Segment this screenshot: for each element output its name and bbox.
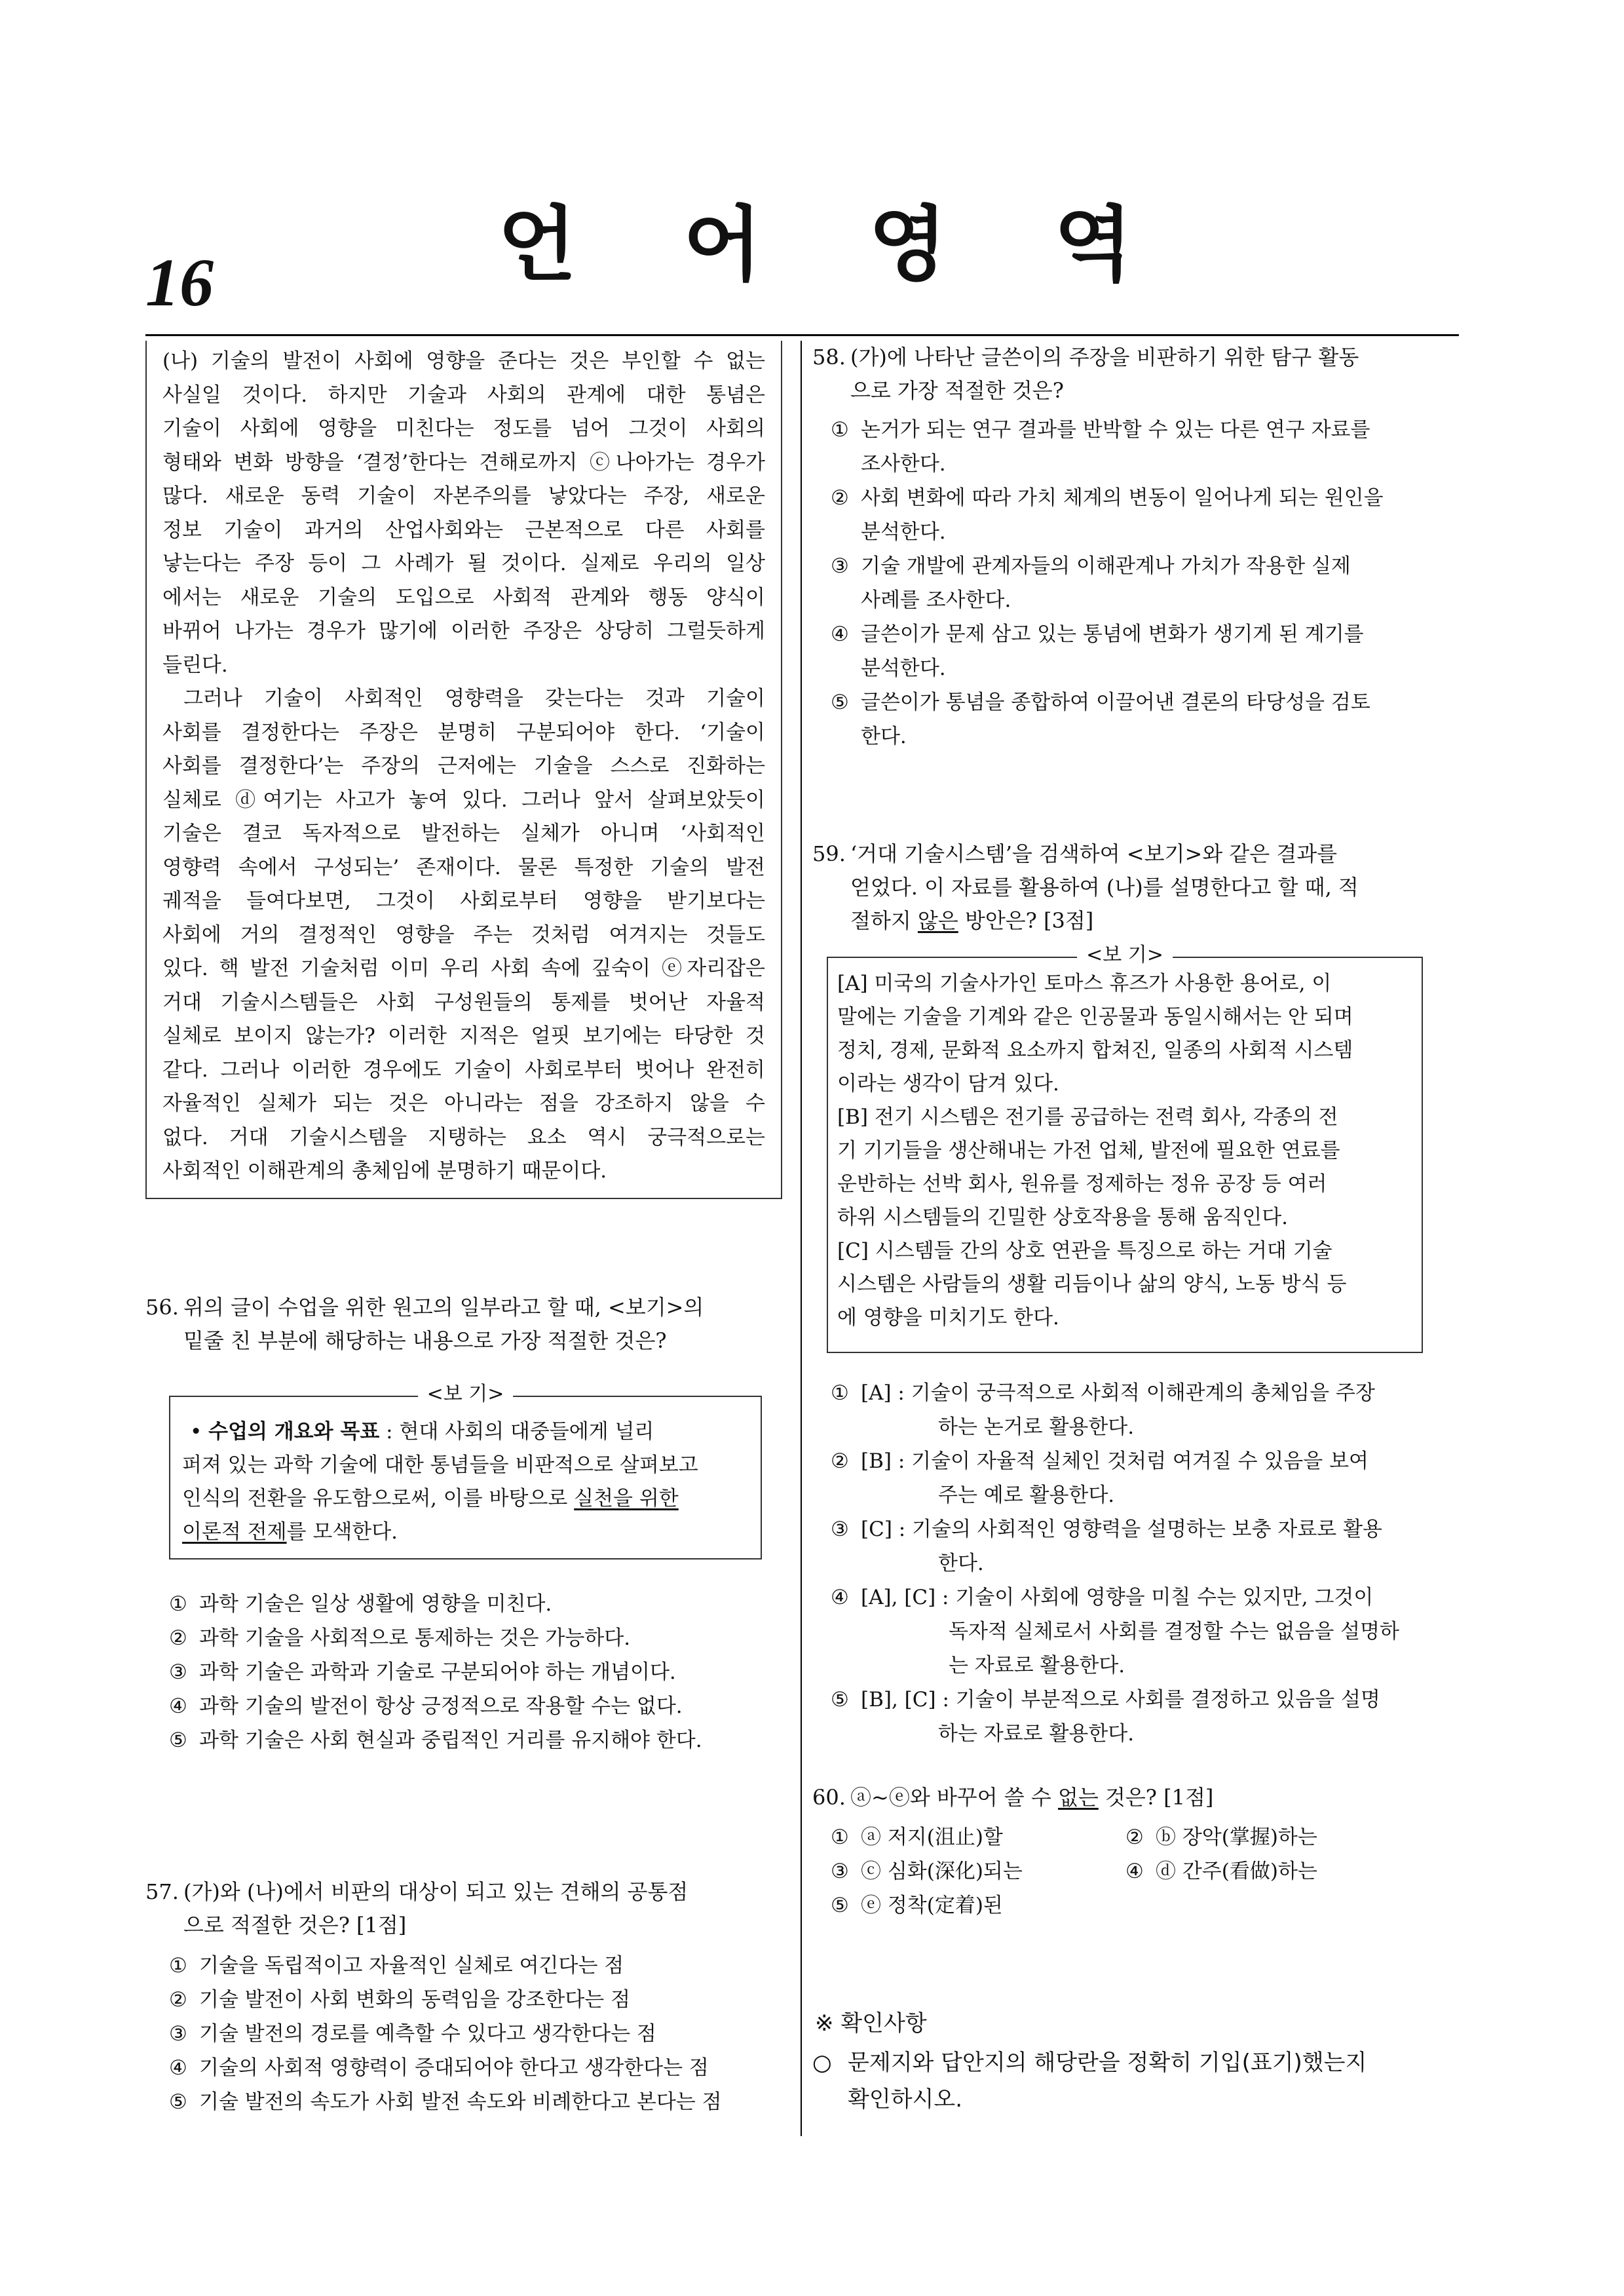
bogi-text: [C] 시스템들 간의 상호 연관을 특징으로 하는 거대 기술 (837, 1239, 1332, 1263)
option-mark: ③ (831, 1860, 849, 1883)
option-text: ⓑ 장악(掌握)하는 (1156, 1826, 1317, 1849)
option-text: 논거가 되는 연구 결과를 반박할 수 있는 다른 연구 자료를 (861, 418, 1370, 442)
option-text: 과학 기술은 과학과 기술로 구분되어야 하는 개념이다. (199, 1660, 676, 1684)
option-text: 기술 발전의 경로를 예측할 수 있다고 생각한다는 점 (199, 2022, 656, 2046)
passage-line: 사회적인 이해관계의 총체임에 분명하기 때문이다. (162, 1159, 607, 1183)
answer-option[interactable] (169, 1723, 785, 1757)
question-58 (812, 341, 1454, 408)
bogi-text: 기 기기들을 생산해내는 가전 업체, 발전에 필요한 연료를 (837, 1139, 1340, 1162)
answer-option[interactable] (169, 1689, 785, 1723)
option-mark: ① (831, 1381, 849, 1405)
option-text: 글쓴이가 문제 삼고 있는 통념에 변화가 생기게 된 계기를 (861, 622, 1364, 646)
option-mark: ② (169, 1988, 187, 2012)
question-stem: 방안은? [3점] (958, 908, 1094, 933)
question-stem: 것은? [1점] (1098, 1785, 1214, 1810)
option-mark: ⑤ (831, 1894, 849, 1917)
question-number: 57. (145, 1879, 179, 1904)
passage-line: 사실일 것이다. 하지만 기술과 사회의 관계에 대한 통념은 (162, 383, 765, 407)
question-59 (812, 837, 1454, 938)
option-text: 과학 기술을 사회적으로 통제하는 것은 가능하다. (199, 1626, 631, 1650)
option-mark: ⑤ (169, 2090, 187, 2114)
option-text: 독자적 실체로서 사회를 결정할 수는 없음을 설명하 (949, 1620, 1399, 1643)
option-mark: ① (169, 1954, 187, 1978)
bogi-text: 퍼져 있는 과학 기술에 대한 통념들을 비판적으로 살펴보고 (182, 1453, 698, 1477)
question-60 (812, 1781, 1454, 1814)
option-mark: ③ (831, 1518, 849, 1541)
answer-option[interactable] (169, 1655, 785, 1689)
notice-heading: ※ 확인사항 (815, 2010, 927, 2037)
passage-line: 에서는 새로운 기술의 도입으로 사회적 관계와 행동 양식이 (162, 585, 765, 609)
option-text: 글쓴이가 통념을 종합하여 이끌어낸 결론의 타당성을 검토 (861, 691, 1370, 714)
column-divider (801, 341, 802, 2136)
answer-option[interactable] (831, 413, 1456, 481)
option-mark: ③ (169, 2022, 187, 2046)
circle-bullet-icon: ○ (812, 2050, 832, 2076)
passage-line: 자율적인 실체가 되는 것은 아니라는 점을 강조하지 않을 수 (162, 1092, 765, 1115)
passage-line: 바뀌어 나가는 경우가 많기에 이러한 주장은 상당히 그럴듯하게 (162, 619, 765, 643)
bogi-text: : 현대 사회의 대중들에게 널리 (379, 1420, 654, 1444)
answer-option[interactable] (831, 1683, 1456, 1751)
question-stem: ‘거대 기술시스템’을 검색하여 <보기>와 같은 결과를 (850, 841, 1338, 866)
option-text: [B], [C] : 기술이 부분적으로 사회를 결정하고 있음을 설명 (861, 1688, 1380, 1712)
answer-option[interactable] (169, 1983, 785, 2017)
answer-option[interactable] (831, 1888, 1125, 1923)
answer-option[interactable] (169, 2085, 785, 2119)
passage-line: 궤적을 들여다보면, 그것이 사회로부터 영향을 받기보다는 (162, 889, 765, 913)
option-mark: ⑤ (831, 691, 849, 714)
question-number: 58. (812, 345, 846, 370)
option-text: 기술 발전이 사회 변화의 동력임을 강조한다는 점 (199, 1988, 631, 2012)
answer-option[interactable] (169, 2051, 785, 2085)
question-stem: ⓐ~ⓔ와 바꾸어 쓸 수 (850, 1785, 1058, 1810)
bogi-lead: 수업의 개요와 목표 (208, 1420, 380, 1444)
options-59 (831, 1376, 1456, 1751)
bogi-text: 하위 시스템들의 긴밀한 상호작용을 통해 움직인다. (837, 1206, 1288, 1229)
notice (812, 2005, 1454, 2118)
option-mark: ② (1125, 1826, 1144, 1849)
option-text: 한다. (861, 725, 907, 748)
answer-option[interactable] (1125, 1854, 1420, 1888)
question-stem: 위의 글이 수업을 위한 원고의 일부라고 할 때, <보기>의 (183, 1295, 704, 1320)
option-mark: ① (169, 1592, 187, 1616)
question-56 (145, 1291, 781, 1358)
option-mark: ④ (831, 1586, 849, 1609)
question-57 (145, 1875, 781, 1942)
options-56 (169, 1587, 785, 1757)
bogi-text: [A] 미국의 기술사가인 토마스 휴즈가 사용한 용어로, 이 (837, 972, 1332, 995)
notice-text: 확인하시오. (848, 2086, 963, 2113)
option-text: 조사한다. (861, 452, 946, 476)
passage-line: 있다. 핵 발전 기술처럼 이미 우리 사회 속에 깊숙이 ⓔ자리잡은 (162, 957, 765, 980)
question-stem: 절하지 (850, 908, 918, 933)
page-number: 16 (145, 245, 214, 320)
passage-line: 기술은 결코 독자적으로 발전하는 실체가 아니며 ‘사회적인 (162, 822, 765, 845)
answer-option[interactable] (831, 685, 1456, 754)
question-stem: (가)와 (나)에서 비판의 대상이 되고 있는 견해의 공통점 (183, 1879, 689, 1904)
question-number: 59. (812, 841, 846, 866)
options-58 (831, 413, 1456, 754)
option-text: 분석한다. (861, 520, 946, 544)
passage-line: 사회를 결정한다’는 주장의 근저에는 기술을 스스로 진화하는 (162, 754, 765, 778)
option-text: 기술을 독립적이고 자율적인 실체로 여긴다는 점 (199, 1954, 624, 1978)
option-text: ⓔ 정착(定着)된 (861, 1894, 1003, 1917)
passage-line: 정보 기술이 과거의 산업사회와는 근본적으로 다른 사회를 (162, 518, 765, 542)
bogi-text: 를 모색한다. (286, 1520, 398, 1544)
option-mark: ④ (831, 622, 849, 646)
passage-line: 사회에 거의 결정적인 영향을 주는 것처럼 여겨지는 것들도 (162, 923, 765, 947)
underlined-phrase: 이론적 전제 (182, 1520, 287, 1544)
bogi-title: <보 기> (1077, 942, 1173, 968)
answer-option[interactable] (831, 1512, 1456, 1580)
option-text: ⓓ 간주(看做)하는 (1156, 1860, 1317, 1883)
option-text: 기술 개발에 관계자들의 이해관계나 가치가 작용한 실제 (861, 554, 1351, 578)
title-rule (145, 334, 1459, 336)
passage-line: 거대 기술시스템들은 사회 구성원들의 통제를 벗어난 자율적 (162, 990, 765, 1014)
bogi-box-59 (827, 944, 1423, 1353)
answer-option[interactable] (169, 1587, 785, 1621)
bogi-text: 이라는 생각이 담겨 있다. (837, 1072, 1059, 1096)
notice-text: 문제지와 답안지의 해당란을 정확히 기입(표기)했는지 (848, 2050, 1367, 2076)
option-text: 한다. (938, 1552, 984, 1575)
passage-line: 많다. 새로운 동력 기술이 자본주의를 낳았다는 주장, 새로운 (162, 484, 765, 508)
option-text: 과학 기술은 일상 생활에 영향을 미친다. (199, 1592, 552, 1616)
option-text: 과학 기술의 발전이 항상 긍정적으로 작용할 수는 없다. (199, 1694, 683, 1718)
passage-line: 같다. 그러나 이러한 경우에도 기술이 사회로부터 벗어나 완전히 (162, 1058, 765, 1082)
option-mark: ② (831, 486, 849, 510)
answer-option[interactable] (831, 481, 1456, 549)
option-mark: ③ (169, 1660, 187, 1684)
option-text: 사례를 조사한다. (861, 588, 1011, 612)
page-title: 언 어 영 역 (498, 197, 1172, 292)
bogi-text: 말에는 기술을 기계와 같은 인공물과 동일시해서는 안 되며 (837, 1005, 1353, 1029)
option-text: 는 자료로 활용한다. (949, 1654, 1125, 1677)
option-mark: ① (831, 418, 849, 442)
passage-line: 들린다. (162, 653, 228, 677)
answer-option[interactable] (831, 1820, 1125, 1854)
option-text: 하는 자료로 활용한다. (938, 1722, 1135, 1746)
answer-option[interactable] (831, 1444, 1456, 1512)
bogi-title: <보 기> (418, 1381, 514, 1407)
passage-line: 실체로 보이지 않는가? 이러한 지적은 얼핏 보기에는 타당한 것 (162, 1024, 765, 1048)
passage-line: 그러나 기술이 사회적인 영향력을 갖는다는 것과 기술이 (183, 687, 765, 710)
option-mark: ④ (169, 1694, 187, 1718)
option-text: 사회 변화에 따라 가치 체계의 변동이 일어나게 되는 원인을 (861, 486, 1384, 510)
passage-line: 형태와 변화 방향을 ‘결정’한다는 견해로까지 ⓒ나아가는 경우가 (162, 450, 765, 474)
bogi-text: 정치, 경제, 문화적 요소까지 합쳐진, 일종의 사회적 시스템 (837, 1039, 1353, 1062)
option-mark: ② (169, 1626, 187, 1650)
option-text: 과학 기술은 사회 현실과 중립적인 거리를 유지해야 한다. (199, 1729, 702, 1752)
answer-option[interactable] (831, 1854, 1125, 1888)
answer-option[interactable] (831, 1580, 1456, 1683)
option-text: 분석한다. (861, 657, 946, 680)
question-stem: 으로 적절한 것은? [1점] (183, 1913, 407, 1938)
option-mark: ④ (169, 2056, 187, 2080)
reading-passage (145, 341, 782, 1199)
answer-option[interactable] (169, 2017, 785, 2051)
bogi-text: 운반하는 선박 회사, 원유를 정제하는 정유 공장 등 여러 (837, 1172, 1327, 1196)
answer-option[interactable] (169, 1621, 785, 1655)
bogi-text: 인식의 전환을 유도함으로써, 이를 바탕으로 (182, 1487, 575, 1510)
answer-option[interactable] (831, 1376, 1456, 1444)
option-text: 기술의 사회적 영향력이 증대되어야 한다고 생각한다는 점 (199, 2056, 709, 2080)
answer-option[interactable] (169, 1949, 785, 1983)
option-mark: ① (831, 1826, 849, 1849)
answer-option[interactable] (1125, 1820, 1420, 1854)
passage-line: 사회를 결정한다는 주장은 분명히 구분되어야 한다. ‘기술이 (162, 720, 765, 744)
options-57 (169, 1949, 785, 2119)
option-mark: ② (831, 1449, 849, 1473)
option-text: [B] : 기술이 자율적 실체인 것처럼 여겨질 수 있음을 보여 (861, 1449, 1369, 1473)
passage-line: 기술이 사회에 영향을 미친다는 정도를 넘어 그것이 사회의 (162, 417, 765, 440)
question-number: 60. (812, 1785, 846, 1810)
question-stem: 얻었다. 이 자료를 활용하여 (나)를 설명한다고 할 때, 적 (850, 875, 1359, 900)
question-stem: (가)에 나타난 글쓴이의 주장을 비판하기 위한 탐구 활동 (850, 345, 1359, 370)
passage-line: 없다. 거대 기술시스템을 지탱하는 요소 역시 궁극적으로는 (162, 1125, 765, 1149)
option-text: [A], [C] : 기술이 사회에 영향을 미칠 수는 있지만, 그것이 (861, 1586, 1374, 1609)
question-stem: 으로 가장 적절한 것은? (850, 378, 1064, 403)
underlined-phrase: 않은 (917, 908, 958, 933)
option-text: [C] : 기술의 사회적인 영향력을 설명하는 보충 자료로 활용 (861, 1518, 1382, 1541)
bogi-text: 에 영향을 미치기도 한다. (837, 1306, 1059, 1330)
option-mark: ⑤ (169, 1729, 187, 1752)
question-number: 56. (145, 1295, 179, 1320)
passage-line: 실체로 ⓓ여기는 사고가 놓여 있다. 그러나 앞서 살펴보았듯이 (162, 788, 765, 812)
passage-line: (나) 기술의 발전이 사회에 영향을 준다는 것은 부인할 수 없는 (162, 349, 765, 373)
bogi-text: 시스템은 사람들의 생활 리듬이나 삶의 양식, 노동 방식 등 (837, 1272, 1347, 1296)
question-stem: 밑줄 친 부분에 해당하는 내용으로 가장 적절한 것은? (183, 1328, 667, 1353)
option-text: ⓒ 심화(深化)되는 (861, 1860, 1023, 1883)
option-text: 기술 발전의 속도가 사회 발전 속도와 비례한다고 본다는 점 (199, 2090, 722, 2114)
option-text: 주는 예로 활용한다. (938, 1483, 1115, 1507)
bullet-icon: • (190, 1420, 202, 1444)
option-mark: ⑤ (831, 1688, 849, 1712)
bogi-box-56 (169, 1383, 762, 1559)
underlined-phrase: 실천을 위한 (574, 1487, 679, 1510)
option-mark: ③ (831, 554, 849, 578)
underlined-phrase: 없는 (1057, 1785, 1099, 1810)
answer-option[interactable] (831, 617, 1456, 685)
options-60 (831, 1820, 1420, 1923)
passage-line: 영향력 속에서 구성되는’ 존재이다. 물론 특정한 기술의 발전 (162, 855, 765, 879)
option-mark: ④ (1125, 1860, 1144, 1883)
passage-line: 낳는다는 주장 등이 그 사례가 될 것이다. 실제로 우리의 일상 (162, 552, 765, 575)
bogi-text: [B] 전기 시스템은 전기를 공급하는 전력 회사, 각종의 전 (837, 1105, 1338, 1129)
option-text: [A] : 기술이 궁극적으로 사회적 이해관계의 총체임을 주장 (861, 1381, 1375, 1405)
answer-option[interactable] (831, 549, 1456, 617)
option-text: ⓐ 저지(沮止)할 (861, 1826, 1003, 1849)
option-text: 하는 논거로 활용한다. (938, 1415, 1135, 1439)
